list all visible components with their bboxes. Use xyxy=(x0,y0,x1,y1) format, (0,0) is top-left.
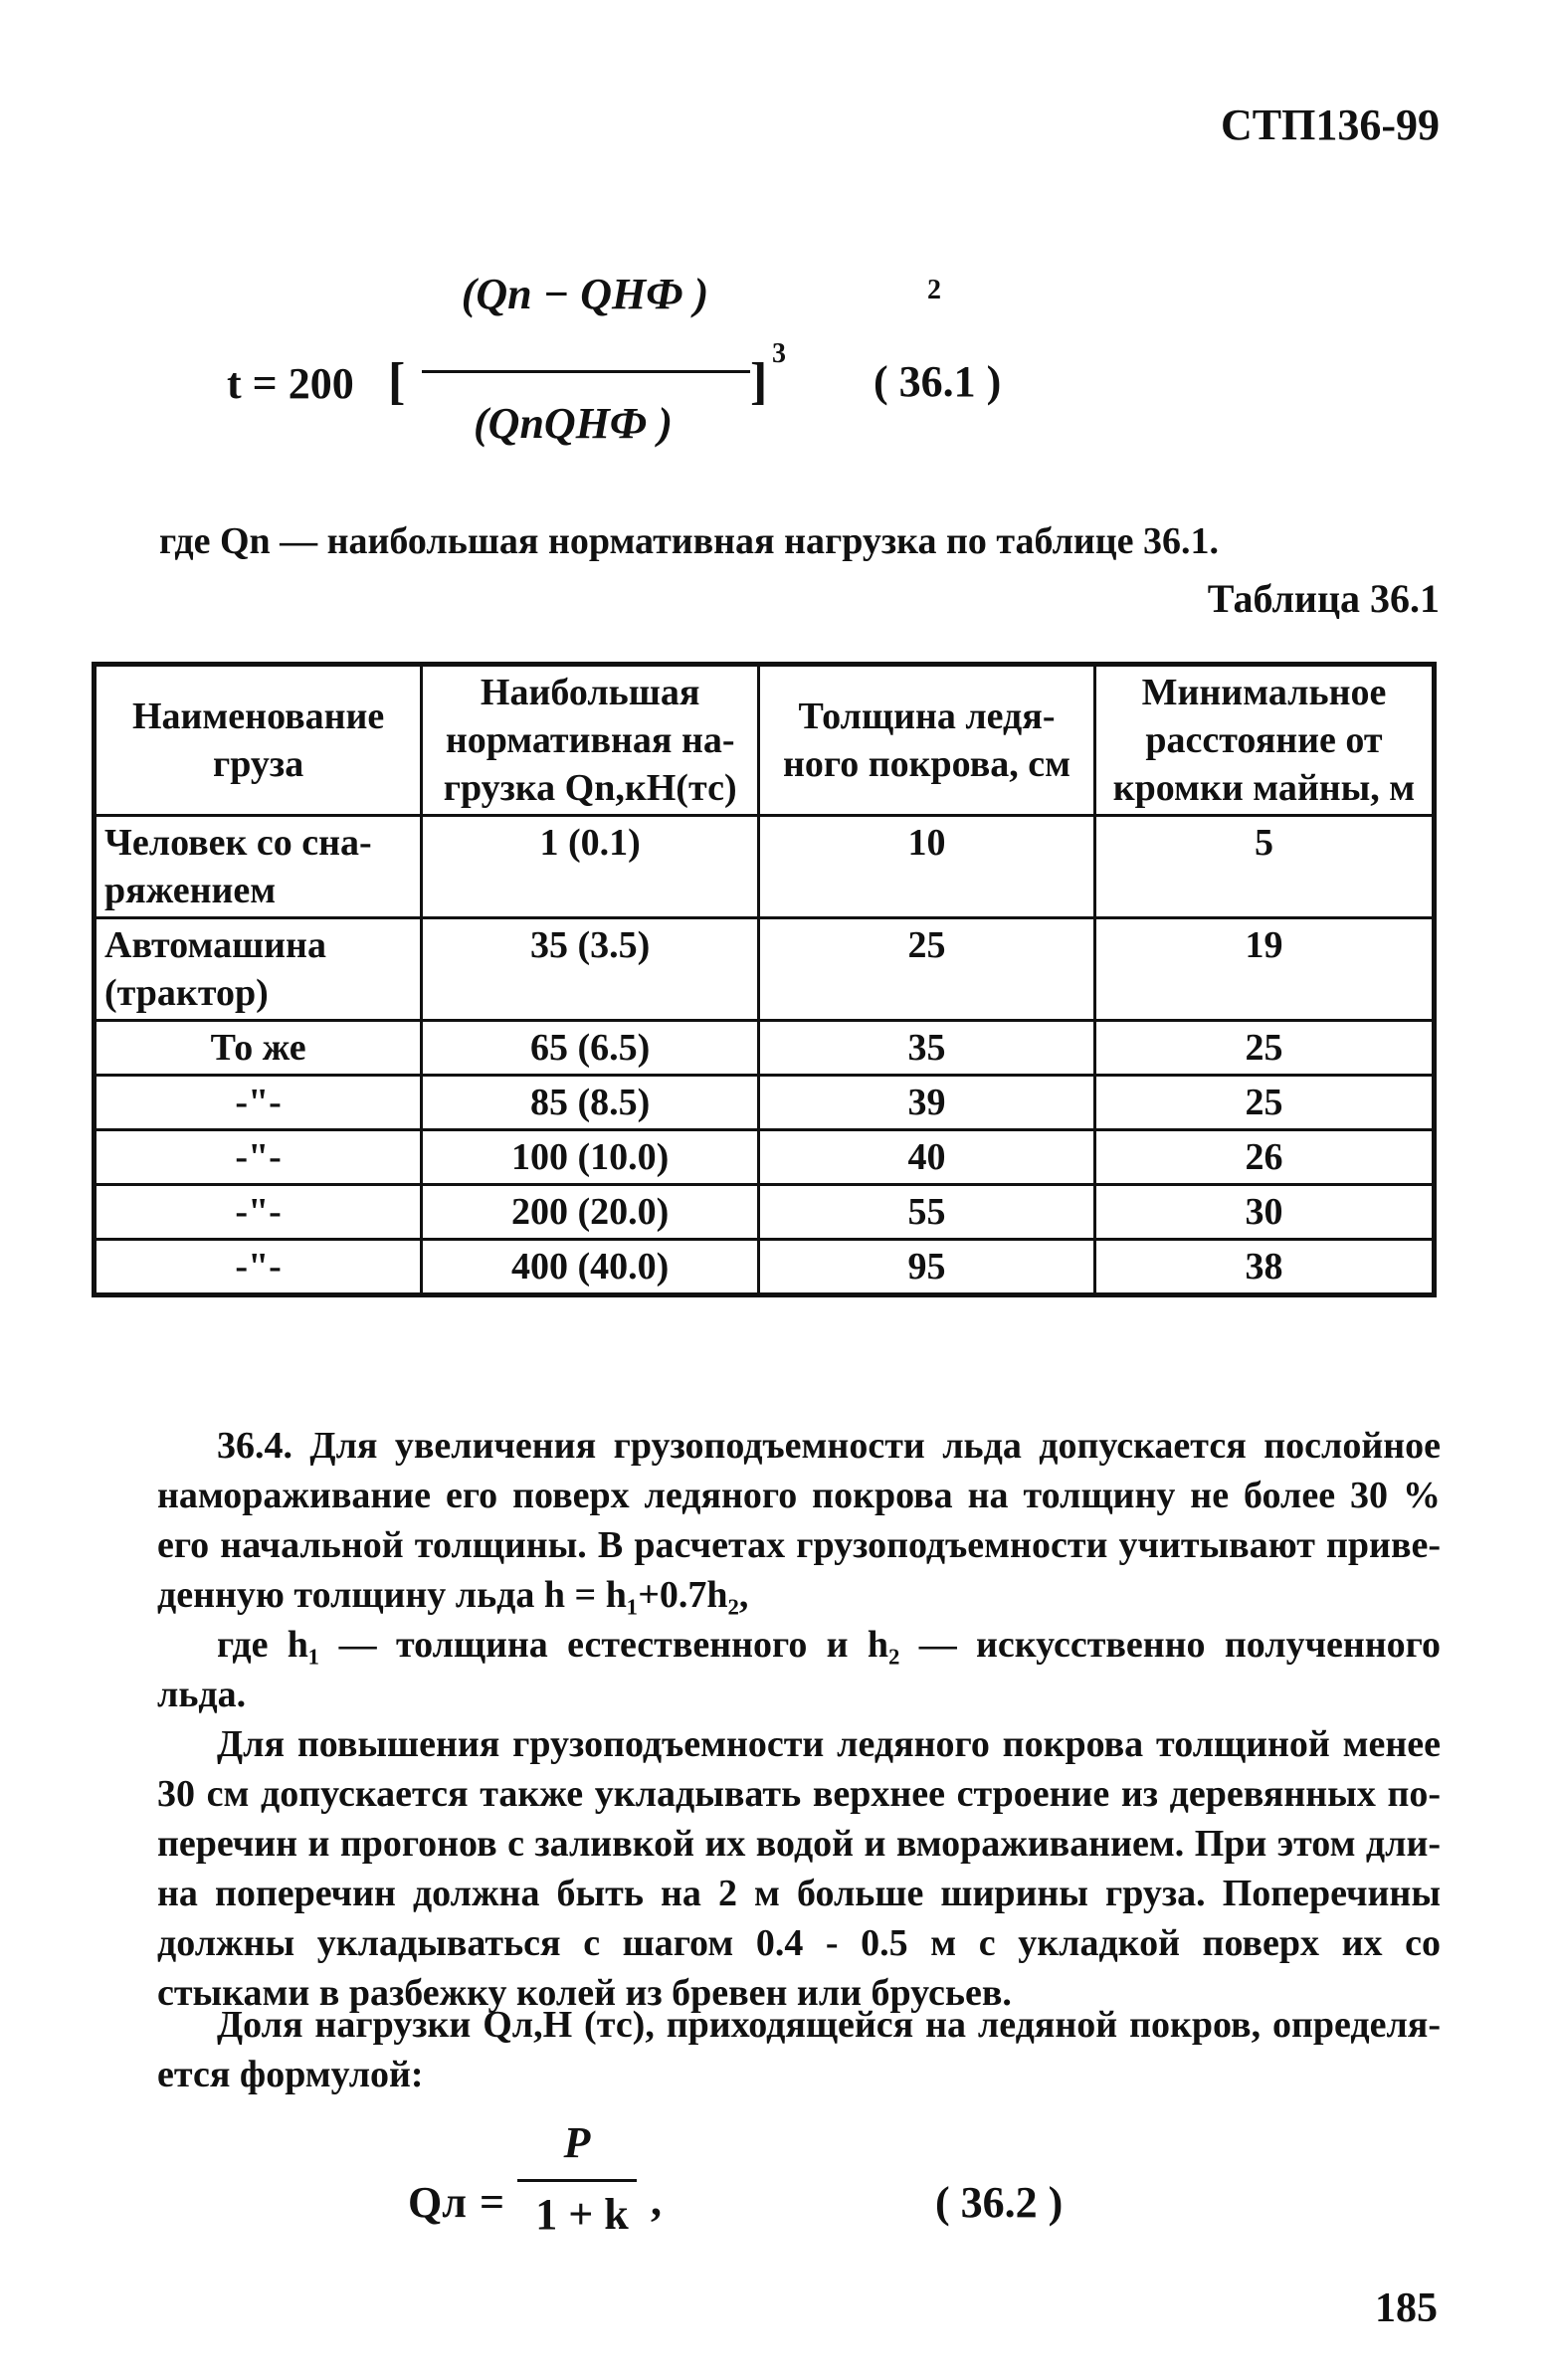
table-row xyxy=(95,1185,1435,1240)
table-cell: 55 xyxy=(759,1185,1095,1240)
column-header: Наименование груза xyxy=(95,665,422,816)
table-cell: То же xyxy=(95,1021,422,1076)
table-cell: 10 xyxy=(759,816,1095,918)
table-cell: 26 xyxy=(1094,1130,1434,1185)
table-row xyxy=(95,1240,1435,1295)
table-row xyxy=(95,1130,1435,1185)
table-cell: 100 (10.0) xyxy=(422,1130,759,1185)
table-caption: Таблица 36.1 xyxy=(1207,576,1440,621)
formula-bracket-left: [ xyxy=(388,353,406,410)
formula-outer-exponent: 3 xyxy=(772,338,786,369)
column-header: Наибольшая нормативная на-грузка Qn,кН(тс) xyxy=(422,665,759,816)
table-cell: 400 (40.0) xyxy=(422,1240,759,1295)
formula-tag: ( 36.1 ) xyxy=(874,357,1002,406)
table-cell: 35 (3.5) xyxy=(422,918,759,1021)
column-header: Толщина ледя-ного покрова, см xyxy=(759,665,1095,816)
document-code: СТП136-99 xyxy=(1221,100,1440,149)
table-cell: 200 (20.0) xyxy=(422,1185,759,1240)
formula-lhs: Qл xyxy=(408,2178,467,2227)
formula-tag: ( 36.2 ) xyxy=(935,2178,1064,2227)
table-cell: -"- xyxy=(95,1185,422,1240)
table-cell: 25 xyxy=(1094,1076,1434,1130)
table-cell: 5 xyxy=(1094,816,1434,918)
table-header-row xyxy=(95,665,1435,816)
formula-lhs: t = 200 xyxy=(227,359,354,408)
formula-explanation: где Qn — наибольшая нормативная нагрузка по таблице 36.1. xyxy=(159,520,1220,562)
table-cell: 35 xyxy=(759,1021,1095,1076)
table-row xyxy=(95,1076,1435,1130)
formula-36-2 xyxy=(408,2117,1164,2267)
table-cell: 1 (0.1) xyxy=(422,816,759,918)
formula-denominator: (QnQНФ ) xyxy=(474,399,673,448)
table-cell: 25 xyxy=(759,918,1095,1021)
table-cell: 25 xyxy=(1094,1021,1434,1076)
formula-numerator: (Qn − QНФ ) 2 xyxy=(461,270,941,318)
paragraph-reinforcement: Для повышения грузоподъемности ледяного покрова толщиной менее 30 см допускается также укладывать верхнее строение из деревянных по-перечин и прогонов с заливкой их водой и вмораживанием. При этом дли-на поперечин должна быть на 2 м больше ширины груза. Поперечины должны укладываться с шагом 0.4 - 0.5 м с укладкой поверх их со стыками в разбежку колей из бревен или брусьев. xyxy=(157,1723,1441,2014)
table-cell: Человек со сна-ряжением xyxy=(95,816,422,918)
formula-numerator: P xyxy=(563,2118,591,2167)
formula-bracket-right: ] xyxy=(750,353,768,410)
table-cell: 19 xyxy=(1094,918,1434,1021)
table-cell: -"- xyxy=(95,1130,422,1185)
formula-comma: , xyxy=(651,2176,662,2225)
paragraph-load-share: Доля нагрузки Qл,Н (тс), приходящейся на ледяной покров, определя-ется формулой: xyxy=(157,2004,1441,2095)
table-cell: 95 xyxy=(759,1240,1095,1295)
table-cell: -"- xyxy=(95,1076,422,1130)
column-header: Минимальное расстояние от кромки майны, м xyxy=(1094,665,1434,816)
table-cell: 65 (6.5) xyxy=(422,1021,759,1076)
formula-36-1 xyxy=(227,249,1122,478)
paragraph-where: где h₁ — толщина естественного и h₂ — искусственно полученного льда. xyxy=(157,1624,1441,1715)
formula-fraction-line xyxy=(517,2179,637,2182)
table-cell: 38 xyxy=(1094,1240,1434,1295)
table-row xyxy=(95,816,1435,918)
formula-equals: = xyxy=(480,2178,505,2227)
formula-fraction-line xyxy=(422,370,750,373)
table-row xyxy=(95,1021,1435,1076)
table-row xyxy=(95,918,1435,1021)
table-cell: 30 xyxy=(1094,1185,1434,1240)
table-cell: Автомашина (трактор) xyxy=(95,918,422,1021)
data-table xyxy=(92,662,1437,1297)
formula-numerator-exponent: 2 xyxy=(927,275,941,305)
page-number: 185 xyxy=(1375,2285,1438,2331)
table-cell: -"- xyxy=(95,1240,422,1295)
table-cell: 40 xyxy=(759,1130,1095,1185)
formula-denominator: 1 + k xyxy=(535,2190,629,2239)
table-cell: 39 xyxy=(759,1076,1095,1130)
table-cell: 85 (8.5) xyxy=(422,1076,759,1130)
paragraph-36-4: 36.4. Для увеличения грузоподъемности льда допускается послойное намораживание его поверх ледяного покрова на толщину не более 30 % его начальной толщины. В расчетах грузоподъемности учитывают приве-денную толщину льда h = h₁+0.7h₂, xyxy=(157,1425,1441,1616)
